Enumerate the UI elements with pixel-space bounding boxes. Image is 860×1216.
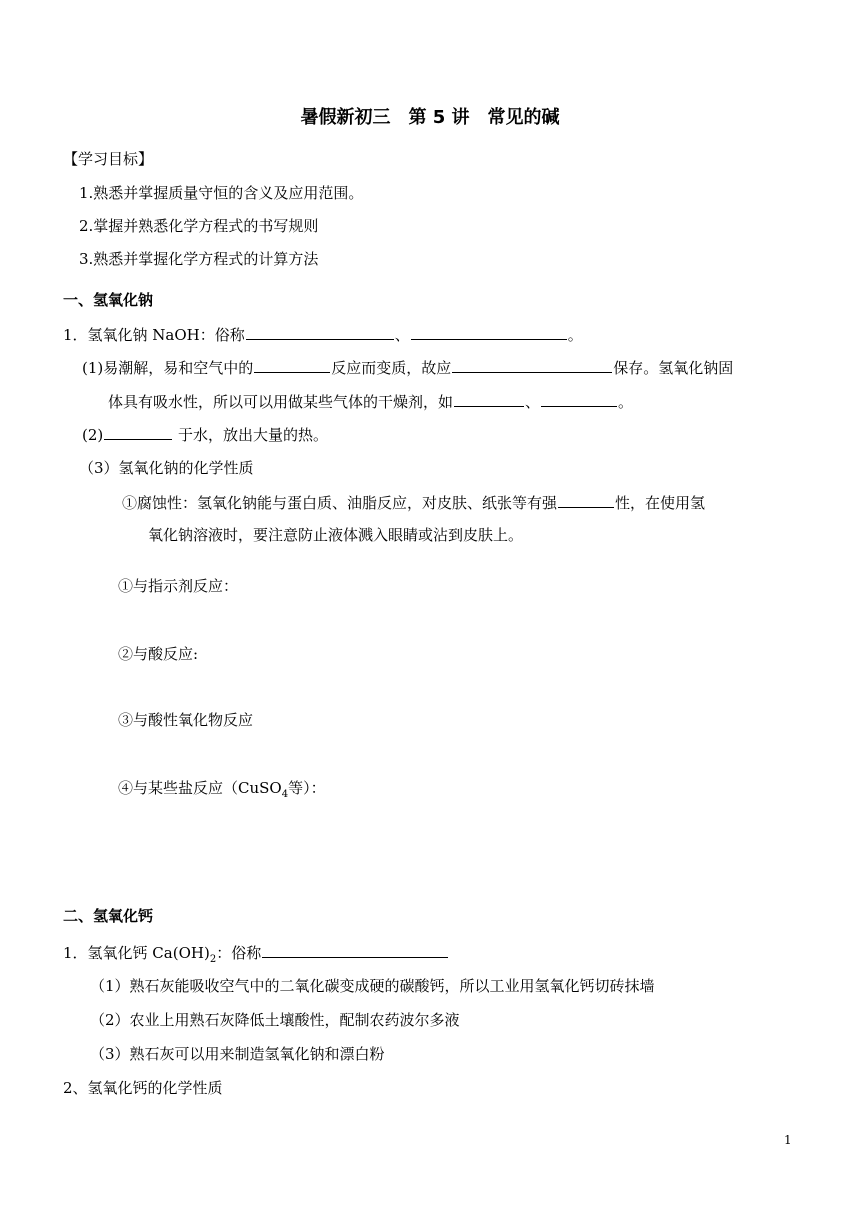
objective-item-2: 2.掌握并熟悉化学方程式的书写规则: [79, 217, 319, 235]
objective-item-1: 1.熟悉并掌握质量守恒的含义及应用范围。: [79, 184, 364, 202]
deliquescence-mid: 反应而变质，故应: [331, 359, 452, 377]
dissolution-number: (2): [82, 426, 104, 444]
caoh2-use-3: （3）熟石灰可以用来制造氢氧化钠和漂白粉: [90, 1045, 385, 1063]
dissolution-line: [82, 424, 328, 445]
answer-blank[interactable]: [254, 357, 330, 373]
answer-blank[interactable]: [452, 357, 612, 373]
separator: 、: [525, 393, 541, 411]
acid-reaction: ②与酸反应:: [118, 645, 199, 663]
caoh2-chemical-properties: 2、氢氧化钙的化学性质: [63, 1079, 223, 1097]
page-title: 暑假新初三 第 5 讲 常见的碱: [300, 107, 560, 128]
corrosive-line: [122, 492, 705, 513]
line-end: 。: [618, 393, 634, 411]
salt-reaction: [118, 778, 326, 805]
chemical-properties-line: （3）氢氧化钠的化学性质: [79, 459, 254, 477]
objectives-heading: 【学习目标】: [63, 150, 154, 168]
deliquescence-text: (1)易潮解，易和空气中的: [82, 359, 254, 377]
answer-blank[interactable]: [104, 424, 172, 440]
section2-heading: 二、氢氧化钙: [63, 907, 154, 925]
caoh2-nickname-text: ：俗称: [216, 944, 262, 962]
corrosive-end: 性，在使用氢: [615, 494, 706, 512]
dissolution-text: 于水，放出大量的热。: [173, 426, 329, 444]
answer-blank[interactable]: [558, 492, 614, 508]
deliquescence-end: 保存。氢氧化钠固: [613, 359, 734, 377]
caoh2-text: 1．氢氧化钙 Ca(OH): [63, 944, 210, 962]
caoh2-nickname-line: [63, 942, 449, 970]
indicator-reaction: ①与指示剂反应：: [118, 577, 239, 595]
drying-agent-text: 体具有吸水性，所以可以用做某些气体的干燥剂，如: [108, 393, 454, 411]
salt-reaction-end: 等）：: [288, 779, 326, 797]
answer-blank[interactable]: [246, 324, 394, 340]
answer-blank[interactable]: [541, 391, 617, 407]
section1-heading: 一、氢氧化钠: [63, 291, 154, 309]
caoh2-use-1: （1）熟石灰能吸收空气中的二氧化碳变成硬的碳酸钙，所以工业用氢氧化钙切砖抹墙: [90, 977, 655, 995]
page-number: 1: [784, 1133, 792, 1147]
caoh2-use-2: （2）农业上用熟石灰降低土壤酸性，配制农药波尔多液: [90, 1011, 460, 1029]
drying-agent-line: [108, 391, 633, 412]
separator: 、: [394, 326, 410, 344]
subscript: 4: [281, 789, 289, 800]
naoh-nickname-line: [63, 324, 583, 345]
acidic-oxide-reaction: ③与酸性氧化物反应: [118, 711, 254, 729]
subscript: 2: [209, 954, 217, 965]
answer-blank[interactable]: [411, 324, 567, 340]
salt-reaction-text: ④与某些盐反应（CuSO: [118, 779, 282, 797]
answer-blank[interactable]: [454, 391, 524, 407]
corrosive-continuation: 氧化钠溶液时，要注意防止液体溅入眼睛或沾到皮肤上。: [148, 526, 524, 544]
naoh-nickname-text: 1．氢氧化钠 NaOH：俗称: [63, 326, 245, 344]
line-end: 。: [567, 326, 583, 344]
answer-blank[interactable]: [262, 942, 448, 958]
objective-item-3: 3.熟悉并掌握化学方程式的计算方法: [79, 250, 319, 268]
corrosive-text: ①腐蚀性：氢氧化钠能与蛋白质、油脂反应，对皮肤、纸张等有强: [122, 494, 558, 512]
deliquescence-line: [82, 357, 733, 378]
